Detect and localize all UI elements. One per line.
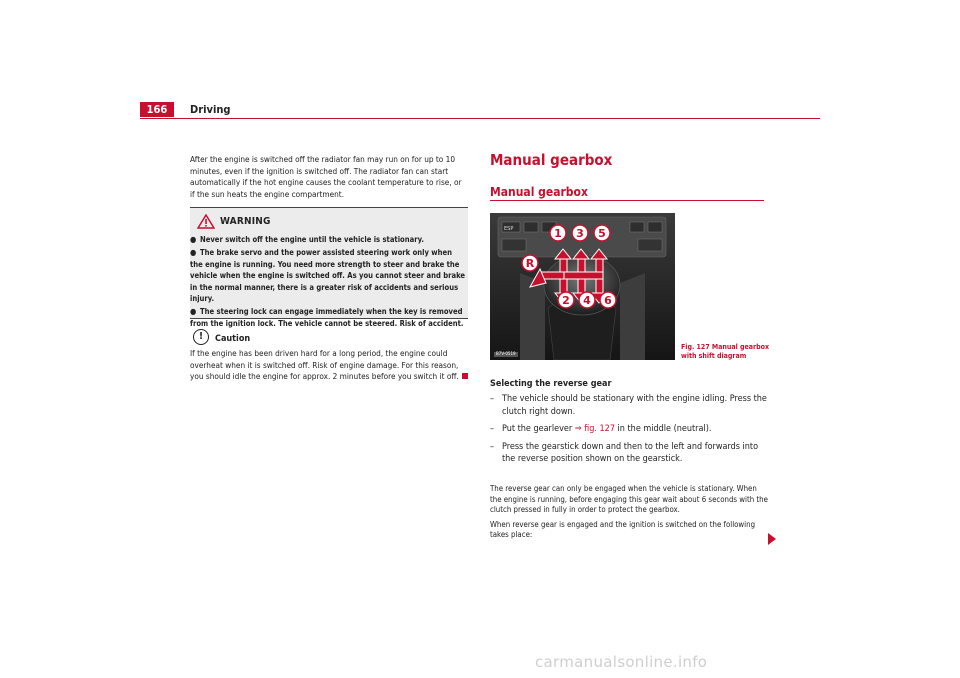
subheading-rule: [490, 200, 764, 201]
header-rule: [140, 118, 820, 119]
gear-r-label: R: [525, 257, 535, 270]
dash-icon: –: [490, 394, 495, 404]
warning-triangle-icon: [197, 214, 215, 229]
esp-label: ESP: [504, 226, 514, 232]
caution-header: [190, 329, 390, 347]
bullet-icon: ●: [190, 235, 197, 244]
warning-title: WARNING: [220, 216, 271, 227]
step-text: Press the gearstick down and then to the left and forwards into the reverse position shown on the gearstick.: [502, 441, 759, 465]
step-item: [490, 393, 770, 418]
step-text-post: in the middle (neutral).: [614, 424, 712, 435]
watermark: carmanualsonline.info: [535, 653, 708, 671]
gearbox-figure: [490, 213, 675, 360]
step-text: The vehicle should be stationary with the engine idling. Press the clutch right down.: [502, 394, 767, 417]
page-number: 166: [140, 102, 174, 117]
warning-header: [190, 214, 468, 230]
section-title: Driving: [190, 103, 231, 116]
bullet-icon: ●: [190, 307, 197, 317]
warning-item: [190, 306, 466, 329]
gear-2-label: 2: [562, 294, 570, 307]
figure-caption-line1: Fig. 127 Manual gearbox: [681, 343, 770, 351]
warning-item-text: The brake servo and the power assisted steering work only when the engine is running. You need more strength to steer and brake the vehicle when the engine is switched off. As you cannot steer and brake in the normal manner, there is a greater risk of accidents and serious injury.: [190, 248, 466, 304]
dash-icon: –: [490, 441, 495, 452]
warning-list: [190, 234, 466, 331]
dash-icon: –: [490, 424, 495, 435]
gear-1-label: 1: [554, 227, 562, 240]
warning-item-text: Never switch off the engine until the vehicle is stationary.: [200, 235, 424, 244]
step-item: [490, 423, 770, 436]
warning-item-text: The steering lock can engage immediately when the key is removed from the ignition lock. The vehicle cannot be steered. Risk of accident.: [190, 307, 464, 328]
step-text: Put the gearlever: [502, 424, 575, 435]
next-page-arrow-icon[interactable]: [768, 533, 776, 545]
warning-item: [190, 234, 466, 245]
gear-6-label: 6: [604, 294, 612, 307]
sub-heading: Manual gearbox: [490, 185, 588, 199]
steps-list: [490, 393, 770, 471]
gear-3-label: 3: [576, 227, 584, 240]
caution-title: Caution: [215, 334, 251, 344]
end-of-section-mark: [462, 373, 468, 379]
figure-code: B7V-0519: [496, 352, 516, 357]
gear-5-label: 5: [598, 227, 606, 240]
note-paragraph: When reverse gear is engaged and the ignition is switched on the following takes place:: [490, 519, 756, 540]
steps-title: Selecting the reverse gear: [490, 379, 612, 389]
caution-paragraph: [190, 348, 468, 383]
intro-paragraph: [190, 154, 468, 200]
caution-exclamation-icon: !: [193, 329, 209, 345]
bullet-icon: ●: [190, 248, 197, 258]
figure-link[interactable]: ⇒ fig. 127: [574, 424, 615, 435]
step-item: [490, 441, 770, 466]
note-paragraph: The reverse gear can only be engaged when the vehicle is stationary. When the engine is running, before engaging this gear wait about 6 seconds with the clutch pressed in fully in order to protect the gearbox.: [490, 484, 768, 515]
intro-text: After the engine is switched off the radiator fan may run on for up to 10 minutes, even if the ignition is switched off. The radiator fan can start automatically if the hot engine causes the coolant temperature to rise, or if the sun heats the engine compartment.: [190, 154, 462, 199]
main-heading: Manual gearbox: [490, 151, 613, 169]
warning-box: [190, 207, 468, 328]
reverse-notes: [490, 484, 768, 545]
figure-caption: [681, 343, 771, 360]
warning-item: [190, 247, 466, 304]
page-header: [140, 100, 820, 118]
gear-4-label: 4: [583, 294, 591, 307]
figure-caption-line2: with shift diagram: [681, 351, 747, 360]
caution-text: If the engine has been driven hard for a long period, the engine could overheat when it is switched off. Risk of engine damage. For this reason, you should idle the engine for approx. 2 minutes before you switch it off.: [190, 348, 459, 382]
gearbox-illustration: [490, 213, 675, 360]
